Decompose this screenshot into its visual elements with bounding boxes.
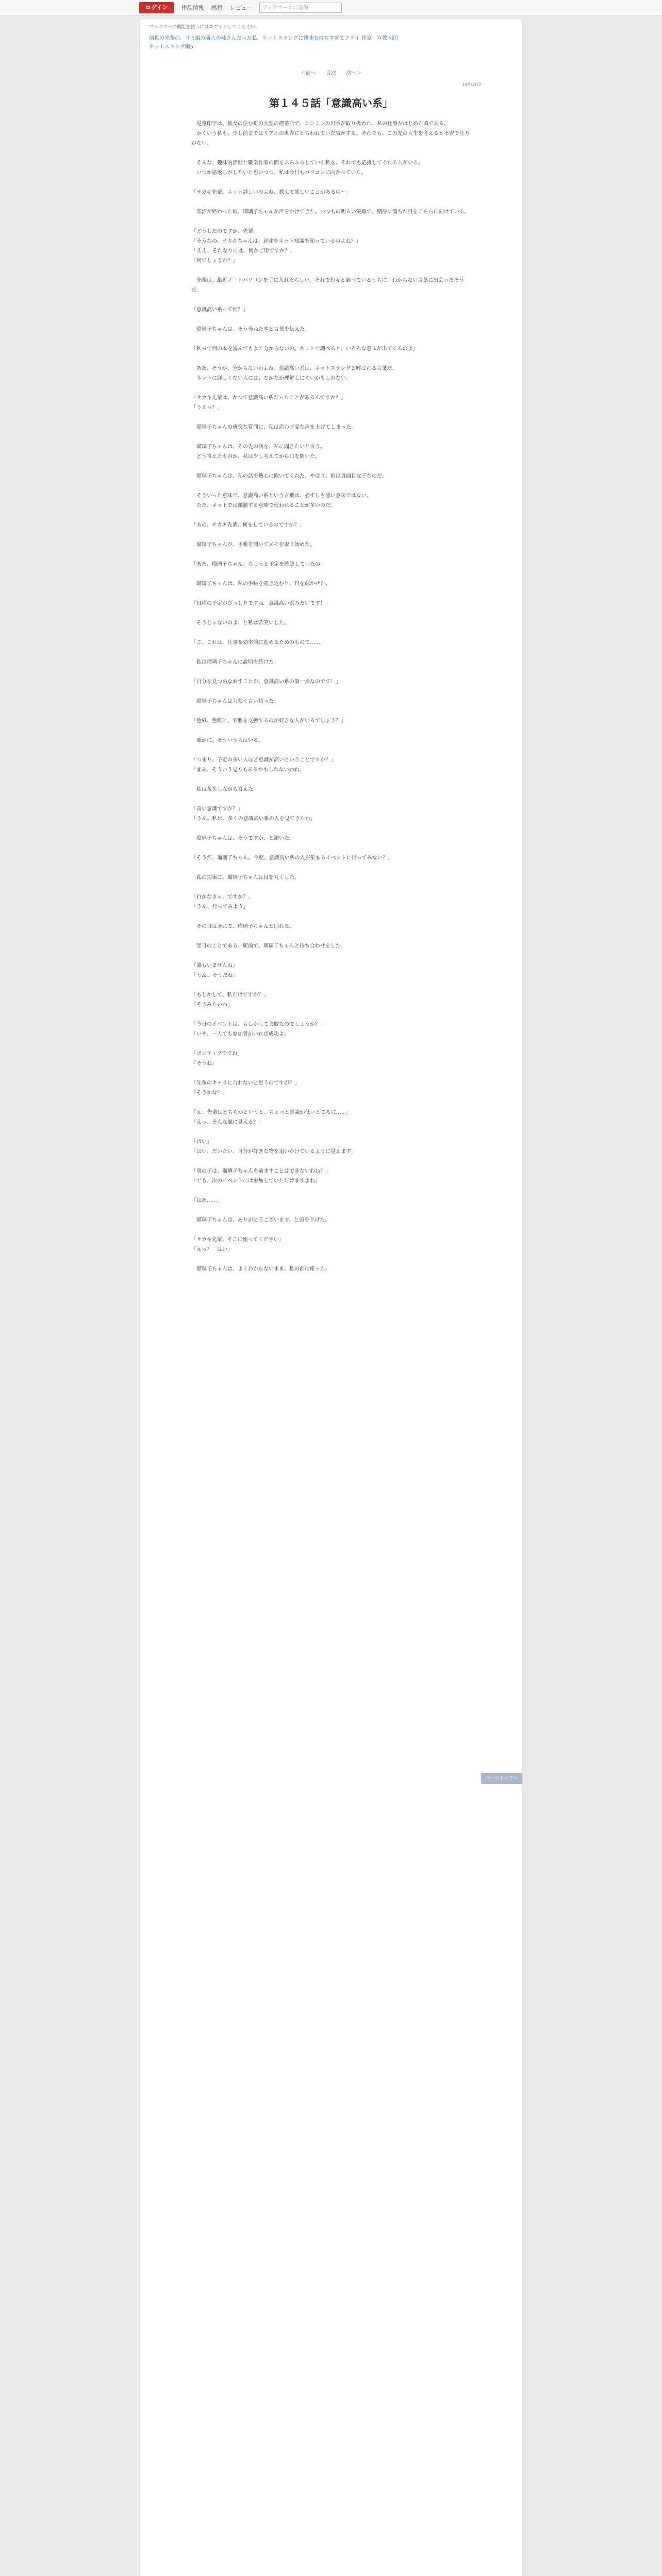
paragraph bbox=[191, 794, 471, 804]
paragraph: 「何でしょうか？」 bbox=[191, 258, 238, 264]
paragraph: 児童印字は、彼女の住む町の大型の喫茶店で、シシミンの出版が取り扱われ、私の仕事がはじめた頃である。 bbox=[191, 121, 450, 127]
paragraph bbox=[191, 883, 471, 892]
paragraph: 確かに、そういう人はいる。 bbox=[191, 738, 263, 743]
paragraph: かくいう私も、少し前まではリアルの世界にとらわれていた気がする。それでも、この先の人生を考えると不安で仕方がない。 bbox=[191, 131, 470, 146]
paragraph bbox=[191, 1010, 471, 1020]
paragraph: 「サカキ先輩は、かつて意識高い系だったことがあるんですか？」 bbox=[191, 395, 346, 401]
paragraph bbox=[191, 912, 471, 922]
notice-suffix: してください。 bbox=[227, 25, 260, 30]
paragraph: 私は瑠璃子ちゃんに説明を続けた。 bbox=[191, 659, 279, 665]
paragraph: その日はそれで、瑠璃子ちゃんと別れた。 bbox=[191, 924, 294, 929]
paragraph: 私の提案に、瑠璃子ちゃんは目を丸くした。 bbox=[191, 875, 300, 880]
paragraph bbox=[191, 315, 471, 325]
paragraph bbox=[191, 550, 471, 560]
paragraph bbox=[191, 589, 471, 599]
paragraph bbox=[191, 354, 471, 364]
novel-title-link[interactable]: 前世の先輩の、ゴミ編み職人の妹さんだった私、ネットスラングに興味を持ちすぎてクライ 作家：宣教 残月 bbox=[149, 36, 400, 41]
top-nav bbox=[139, 0, 342, 15]
paragraph bbox=[191, 462, 471, 471]
pager bbox=[140, 69, 522, 76]
paragraph: ああ、そうか。分からないわよね。意識高い系は、ネットスラングと呼ばれる言葉だ。 bbox=[191, 366, 398, 371]
paragraph: 「え、先輩はどちらかというと、ちょっと意識が低いところに……」 bbox=[191, 1110, 352, 1115]
paragraph: 私は苦笑しながら答えた。 bbox=[191, 787, 258, 792]
paragraph bbox=[191, 628, 471, 638]
paragraph bbox=[191, 687, 471, 697]
paragraph: 「今日のイベントは、もしかして失敗なのでしょうか？」 bbox=[191, 1022, 325, 1027]
paragraph: 「恵の子は、瑠璃子ちゃんを励ますことはできないわね？」 bbox=[191, 1168, 330, 1174]
paragraph: 「自分を見つめなおすことが、意識高い系の第一歩なのです！」 bbox=[191, 679, 341, 685]
paragraph: 「そうかな？」 bbox=[191, 1090, 227, 1096]
paragraph: 「ご、これは、仕事を効率的に進めるためのもので……」 bbox=[191, 640, 325, 646]
paragraph: 「そうなの。サカキちゃんは、意味をネット知識を知っているのよね？」 bbox=[191, 239, 361, 244]
paragraph: 「まあ、そういう見方もあるかもしれないわね」 bbox=[191, 767, 305, 773]
paragraph bbox=[191, 383, 471, 393]
paragraph: 「先輩のキャラに合わないと思うのですが？」 bbox=[191, 1080, 300, 1086]
paragraph bbox=[191, 413, 471, 422]
paragraph bbox=[191, 481, 471, 491]
paragraph bbox=[191, 295, 471, 305]
novel-page bbox=[139, 19, 523, 2576]
paragraph: 瑠璃子ちゃんの唐突な質問に、私は思わず変な声を上げてしまった。 bbox=[191, 425, 356, 430]
paragraph: 「あの、サカキ先輩、何をしているのですか？」 bbox=[191, 522, 305, 528]
bookmark-button[interactable]: ブックマークに追加 bbox=[259, 3, 342, 13]
paragraph bbox=[191, 1069, 471, 1078]
prev-link[interactable]: ＜前へ bbox=[300, 71, 316, 76]
notice-prefix: ブックマーク機能を使うには bbox=[149, 25, 209, 30]
paragraph: ただ、ネットでは揶揄する意味で使われることが多いのだ。 bbox=[191, 503, 336, 509]
paragraph bbox=[191, 980, 471, 990]
series-link[interactable]: ネットスラング編5 bbox=[149, 44, 194, 50]
paragraph bbox=[191, 178, 471, 188]
paragraph: 翌日のことである。駅前で、瑠璃子ちゃんと待ち合わせをした。 bbox=[191, 943, 346, 949]
paragraph bbox=[191, 1206, 471, 1215]
paragraph bbox=[191, 1039, 471, 1049]
paragraph: 「つまり、予定の多い人ほど意識が高いということですか？」 bbox=[191, 757, 336, 763]
index-link[interactable]: 目次 bbox=[326, 71, 336, 76]
paragraph: 瑠璃子ちゃんは力強く言い切った。 bbox=[191, 699, 279, 704]
paragraph bbox=[191, 648, 471, 657]
paragraph: 「ええ、それなりには。何かご用ですか？」 bbox=[191, 248, 295, 254]
episode-number: 145/203 bbox=[461, 82, 481, 88]
nav-comments[interactable]: 感想 bbox=[211, 5, 223, 11]
paragraph: 「意識高い系って何？」 bbox=[191, 307, 248, 313]
episode-subtitle: 第１４５話「意識高い系」 bbox=[269, 97, 393, 109]
paragraph: 瑠璃子ちゃんは、その先の話を、私に聞きたいと言う。 bbox=[191, 444, 325, 450]
paragraph: 「サカキ先輩。ネット詳しいのよね、教えて欲しいことがあるの～」 bbox=[191, 190, 351, 195]
paragraph: 「うん、行ってみよう」 bbox=[191, 904, 249, 910]
paragraph bbox=[191, 266, 471, 276]
paragraph: 「でも、次のイベントには参加していただけますよね」 bbox=[191, 1178, 320, 1184]
paragraph: そんな、趣味的活動と職業作家の間をふらふらしている私を、それでも応援してくれる人がいる。 bbox=[191, 160, 423, 166]
paragraph bbox=[191, 706, 471, 716]
paragraph: 「いや、一人でも参加者がいれば成功よ」 bbox=[191, 1031, 289, 1037]
paragraph bbox=[191, 608, 471, 618]
paragraph: 「はあ……」 bbox=[191, 1198, 222, 1204]
paragraph: 瑠璃子ちゃんは、そう尋ねた本と言葉を伝えた。 bbox=[191, 327, 310, 332]
paragraph: 「誰もいませんね」 bbox=[191, 963, 238, 969]
paragraph bbox=[191, 745, 471, 755]
novel-body bbox=[140, 119, 522, 1274]
paragraph bbox=[191, 432, 471, 442]
paragraph: 「行かなきゃ、ですか？」 bbox=[191, 894, 253, 900]
paragraph bbox=[191, 1255, 471, 1264]
paragraph bbox=[191, 1127, 471, 1137]
paragraph: 「色紙、色紙と、名刺を交換するのが好きな人がいるでしょう？」 bbox=[191, 718, 346, 724]
paragraph bbox=[191, 1186, 471, 1196]
paragraph: そうじゃないのよ、と私は苦笑いした。 bbox=[191, 620, 289, 626]
paragraph: 瑠璃子ちゃんは、ありがとうございます、と頭を下げた。 bbox=[191, 1217, 330, 1223]
nav-work-info[interactable]: 作品情報 bbox=[181, 5, 204, 11]
paragraph: 先輩は、最近ノートパソコンを手に入れたらしい。それで色々と調べているうちに、わからない言葉に出会ったそうだ。 bbox=[191, 278, 465, 293]
paragraph: 「そうね」 bbox=[191, 1061, 217, 1066]
paragraph bbox=[191, 217, 471, 227]
paragraph: 「うん、そうだね」 bbox=[191, 973, 238, 978]
paragraph: 瑠璃子ちゃんは、よくわからないまま、私の前に座った。 bbox=[191, 1266, 330, 1272]
paragraph bbox=[191, 197, 471, 207]
paragraph: 「えっ、そんな風に見える？」 bbox=[191, 1120, 263, 1125]
paragraph: 「日曜の予定がびっしりですね。意識高い系みたいです！」 bbox=[191, 601, 330, 606]
paragraph bbox=[191, 843, 471, 853]
paragraph: 「そうだ、瑠璃子ちゃん。今度、意識高い系の人が集まるイベントに行ってみない？」 bbox=[191, 855, 393, 861]
paragraph: 「えっ？ はい」 bbox=[191, 1247, 233, 1252]
bookmark-notice bbox=[140, 19, 522, 30]
paragraph bbox=[191, 569, 471, 579]
paragraph bbox=[191, 334, 471, 344]
paragraph bbox=[191, 667, 471, 677]
next-link[interactable]: 次へ＞ bbox=[346, 71, 362, 76]
paragraph: 「はい、だいたい、自分が好きな物を追いかけているように見えます」 bbox=[191, 1149, 356, 1155]
paragraph: 瑠璃子ちゃんは、そうですか、と頷いた。 bbox=[191, 836, 294, 841]
nav-reviews[interactable]: レビュー bbox=[229, 5, 253, 11]
paragraph bbox=[191, 775, 471, 785]
notice-login-link[interactable]: ログイン bbox=[209, 25, 227, 30]
paragraph: そういった意味で、意識高い系という言葉は、必ずしも悪い意味ではない。 bbox=[191, 493, 372, 499]
page-top-button[interactable]: ページトップへ bbox=[481, 1773, 522, 1784]
paragraph bbox=[191, 824, 471, 834]
paragraph: 「うん。私は、多くの意識高い系の人を見てきたわ」 bbox=[191, 816, 316, 822]
paragraph: どう答えたものか。私は少し考えてから口を開いた。 bbox=[191, 454, 320, 460]
paragraph: 瑠璃子ちゃんは、私の話を熱心に聞いてくれた。やはり、根は真面目な子なのだ。 bbox=[191, 473, 387, 479]
paragraph bbox=[191, 1098, 471, 1108]
paragraph: 部活が終わった頃、瑠璃子ちゃんが声をかけてきた。いつもの明るい笑顔で、期待に満ちた目をこちらに向けている。 bbox=[191, 209, 470, 215]
paragraph: 「はい」 bbox=[191, 1139, 212, 1145]
paragraph bbox=[191, 530, 471, 540]
login-button[interactable]: ログイン bbox=[139, 2, 174, 13]
paragraph: 「そうみたいね」 bbox=[191, 1002, 233, 1008]
paragraph bbox=[191, 726, 471, 736]
paragraph: 「サカキ先輩、そこに座ってください」 bbox=[191, 1237, 284, 1243]
paragraph: 「どうしたのですか、先輩」 bbox=[191, 229, 258, 234]
paragraph: 「うえっ？」 bbox=[191, 405, 222, 411]
paragraph bbox=[191, 931, 471, 941]
paragraph: 瑠璃子ちゃんが、手帳を開いてメモを取り始めた。 bbox=[191, 542, 315, 548]
paragraph: 「私って何の本を読んでもよく分からないの。ネットで調べると、いろんな意味が出てくるのよ」 bbox=[191, 346, 418, 352]
paragraph bbox=[191, 1157, 471, 1166]
paragraph bbox=[191, 511, 471, 520]
paragraph bbox=[191, 863, 471, 873]
paragraph: 瑠璃子ちゃんは、私の手帳を覗き込むと、目を輝かせた。 bbox=[191, 581, 330, 587]
paragraph: 「ポジティブですね」 bbox=[191, 1051, 243, 1057]
paragraph: ネットに詳しくない人には、なかなか理解しにくいかもしれない。 bbox=[191, 376, 351, 381]
paragraph bbox=[191, 148, 471, 158]
top-bar bbox=[0, 0, 662, 16]
paragraph: いつか恩返しがしたいと思いつつ、私は今日もパソコンに向かっていた。 bbox=[191, 170, 367, 176]
paragraph bbox=[191, 1225, 471, 1235]
paragraph: 「ああ、瑠璃子ちゃん。ちょっと予定を確認していたの」 bbox=[191, 562, 326, 567]
paragraph bbox=[191, 951, 471, 961]
paragraph: 「高い意識ですか？」 bbox=[191, 806, 243, 812]
paragraph: 「もしかして、私だけですか？」 bbox=[191, 992, 269, 998]
